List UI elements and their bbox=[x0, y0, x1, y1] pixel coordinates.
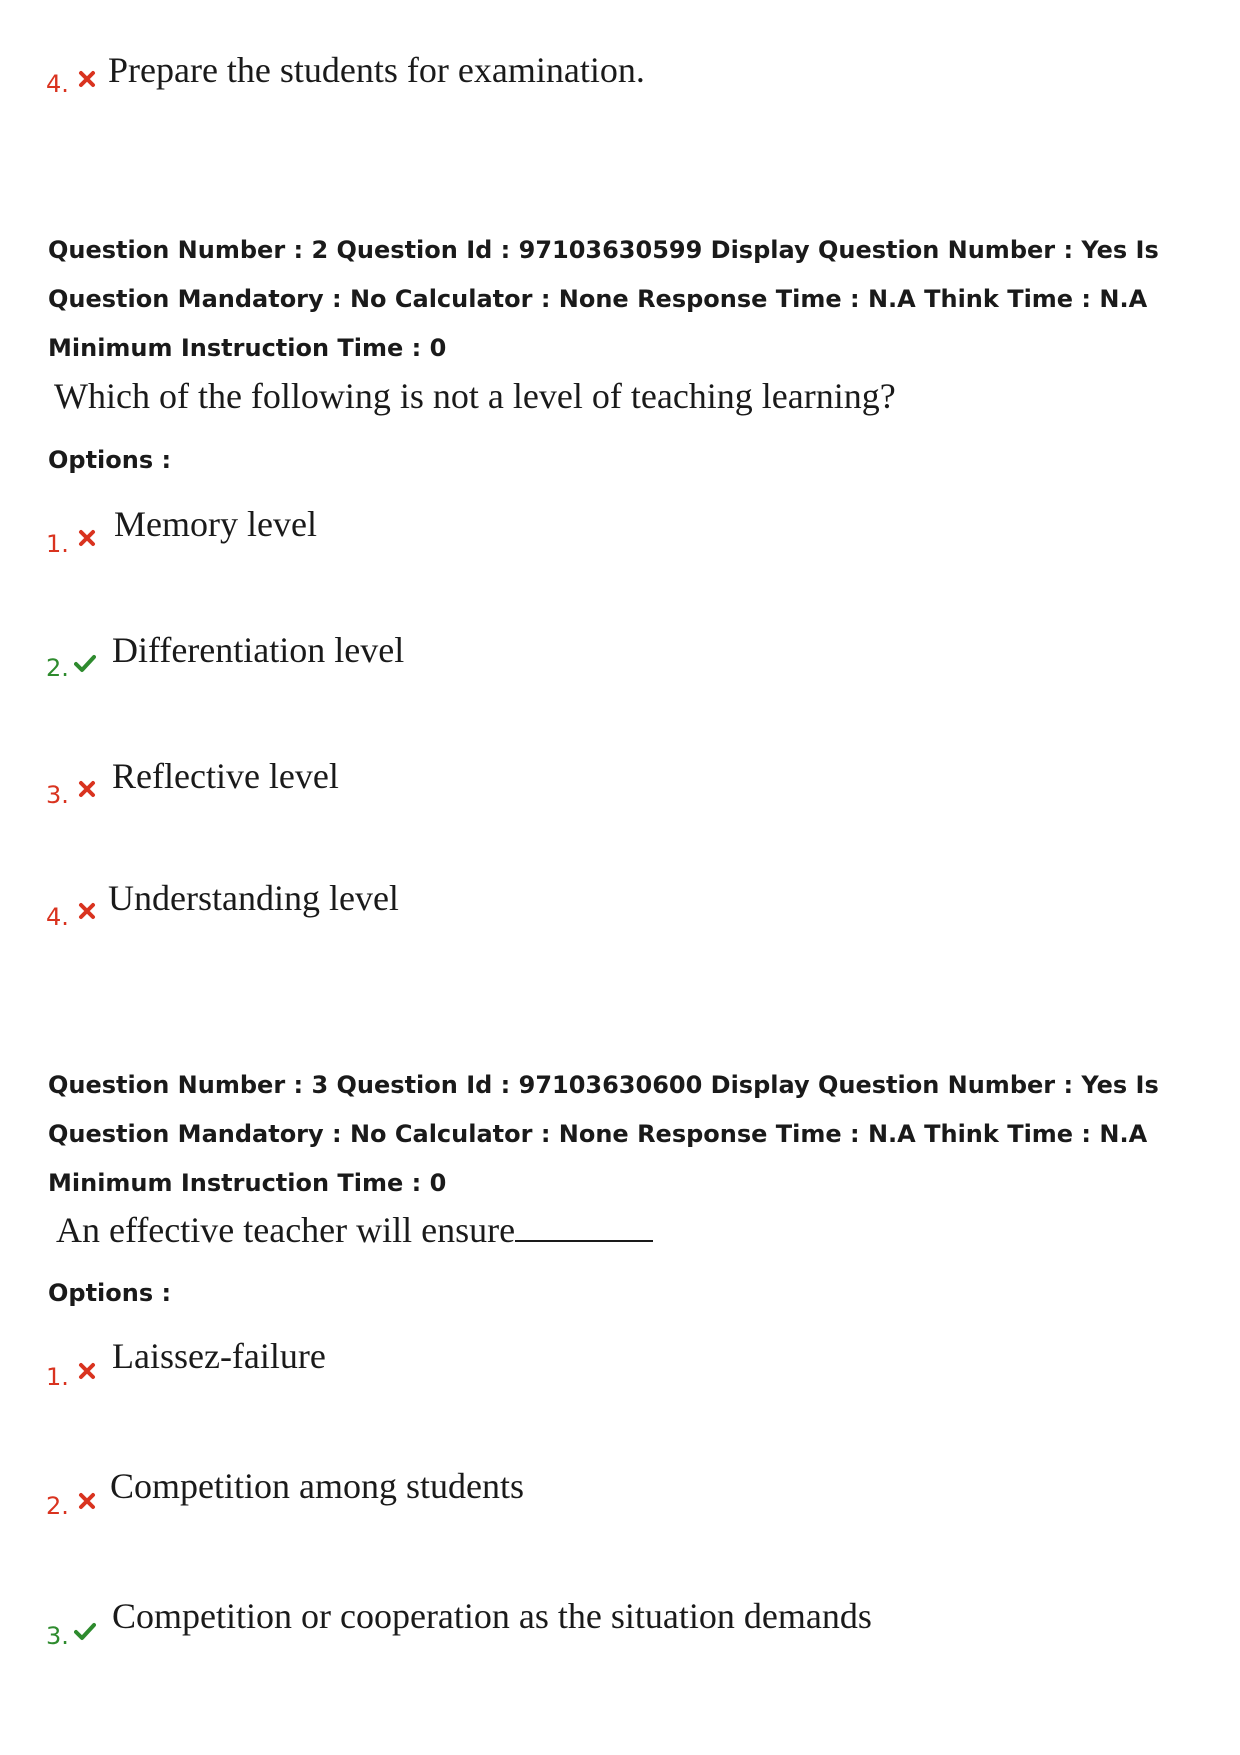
cross-icon bbox=[76, 68, 98, 90]
option-text: Memory level bbox=[114, 504, 317, 544]
options-label: Options : bbox=[48, 446, 172, 474]
option-number: 4. bbox=[46, 70, 69, 98]
question-text-row bbox=[56, 1210, 653, 1250]
cross-icon bbox=[76, 778, 98, 800]
option-number: 2. bbox=[46, 654, 69, 682]
option-text: Prepare the students for examination. bbox=[108, 50, 645, 90]
option-text: Laissez-failure bbox=[112, 1336, 326, 1376]
question-text: Which of the following is not a level of teaching learning? bbox=[54, 376, 896, 416]
option-number: 1. bbox=[46, 530, 69, 558]
cross-icon bbox=[76, 900, 98, 922]
cross-icon bbox=[76, 1490, 98, 1512]
option-number: 2. bbox=[46, 1492, 69, 1520]
option-text: Reflective level bbox=[112, 756, 339, 796]
option-text: Competition among students bbox=[110, 1466, 524, 1506]
question-text: An effective teacher will ensure bbox=[56, 1210, 516, 1250]
question-metadata: Question Number : 2 Question Id : 97103630599 Display Question Number : Yes Is Question Mandatory : No Calculator : None Response Time : N.A Think Time : N.A Minimum Instruction Time : 0 bbox=[48, 236, 1159, 362]
option-text: Competition or cooperation as the situation demands bbox=[112, 1596, 872, 1636]
option-text: Differentiation level bbox=[112, 630, 405, 670]
option-text: Understanding level bbox=[108, 878, 399, 918]
question-metadata: Question Number : 3 Question Id : 97103630600 Display Question Number : Yes Is Question Mandatory : No Calculator : None Response Time : N.A Think Time : N.A Minimum Instruction Time : 0 bbox=[48, 1071, 1159, 1197]
option-number: 3. bbox=[46, 781, 69, 809]
cross-icon bbox=[76, 527, 98, 549]
check-icon bbox=[74, 1620, 96, 1642]
answer-blank bbox=[515, 1210, 653, 1242]
cross-icon bbox=[76, 1360, 98, 1382]
options-label: Options : bbox=[48, 1279, 172, 1307]
option-number: 1. bbox=[46, 1363, 69, 1391]
option-number: 3. bbox=[46, 1622, 69, 1650]
check-icon bbox=[74, 652, 96, 674]
option-number: 4. bbox=[46, 903, 69, 931]
